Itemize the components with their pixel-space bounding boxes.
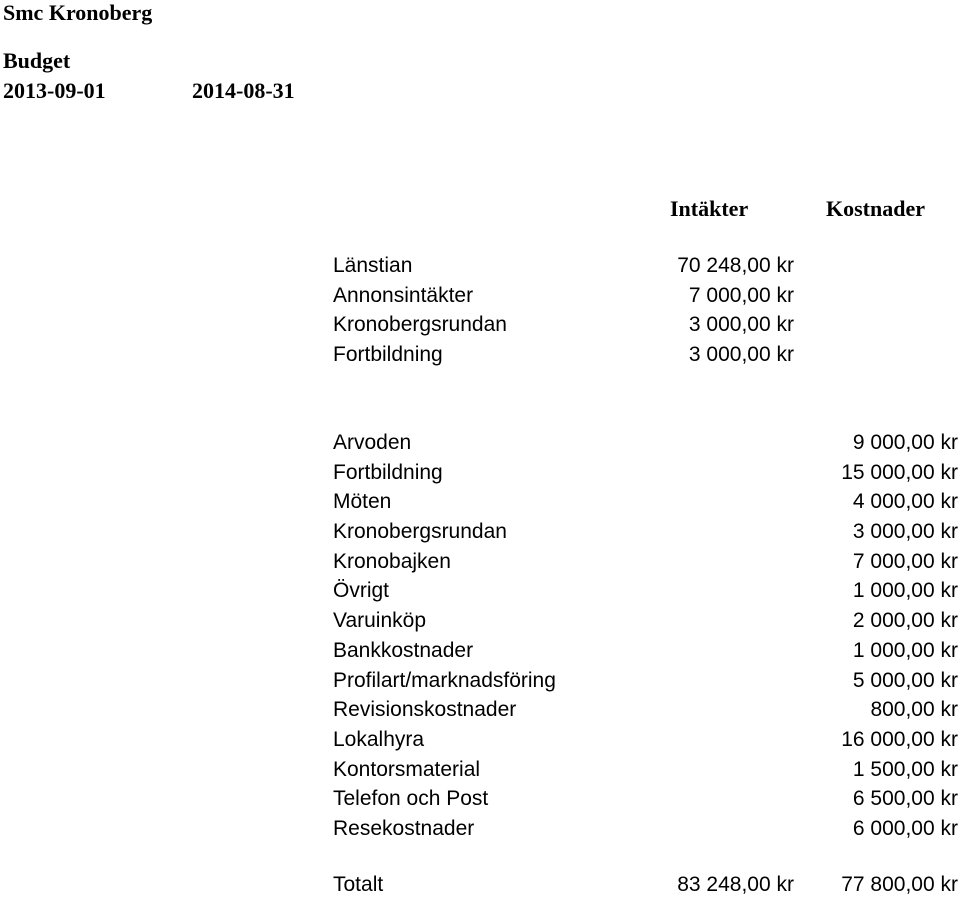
- cost-row: [333, 547, 960, 577]
- cost-row-label: Övrigt: [333, 579, 390, 603]
- income-row: [333, 310, 960, 340]
- income-row: [333, 340, 960, 370]
- cost-row: [333, 428, 960, 458]
- cost-row-amount: 2 000,00 kr: [852, 609, 958, 633]
- cost-row: [333, 458, 960, 488]
- cost-row: [333, 666, 960, 696]
- income-row-amount: 7 000,00 kr: [688, 283, 794, 307]
- cost-row-label: Fortbildning: [333, 460, 443, 484]
- cost-row-amount: 800,00 kr: [870, 698, 958, 722]
- cost-row-amount: 1 000,00 kr: [852, 579, 958, 603]
- cost-row-amount: 6 000,00 kr: [852, 816, 958, 840]
- income-section: [333, 251, 960, 370]
- cost-row: [333, 576, 960, 606]
- income-row-label: Länstian: [333, 254, 413, 277]
- cost-row-amount: 16 000,00 kr: [841, 727, 958, 751]
- cost-row-label: Resekostnader: [333, 816, 475, 840]
- income-column-header: Intäkter: [670, 196, 749, 221]
- cost-row-amount: 15 000,00 kr: [841, 460, 958, 484]
- cost-row-label: Revisionskostnader: [333, 698, 517, 722]
- total-row: [333, 870, 960, 900]
- costs-column-header: Kostnader: [826, 196, 925, 221]
- cost-row-label: Arvoden: [333, 431, 412, 454]
- cost-row-amount: 1 500,00 kr: [852, 757, 958, 781]
- cost-row-amount: 4 000,00 kr: [852, 490, 958, 514]
- cost-row: [333, 695, 960, 725]
- income-row-label: Fortbildning: [333, 343, 443, 367]
- document-title: Budget: [3, 48, 71, 73]
- cost-row-label: Telefon och Post: [333, 787, 489, 811]
- total-income-amount: 83 248,00 kr: [677, 873, 794, 896]
- total-costs-amount: 77 800,00 kr: [841, 873, 958, 896]
- income-row-amount: 3 000,00 kr: [688, 343, 794, 367]
- organization-name: Smc Kronoberg: [3, 0, 153, 25]
- cost-row-label: Bankkostnader: [333, 638, 474, 662]
- period-end-date: 2014-08-31: [192, 78, 295, 103]
- income-row: [333, 281, 960, 311]
- income-row-amount: 70 248,00 kr: [677, 254, 794, 277]
- cost-row-amount: 7 000,00 kr: [852, 549, 958, 573]
- cost-row-label: Kronobajken: [333, 549, 451, 573]
- cost-row-amount: 5 000,00 kr: [852, 668, 958, 692]
- cost-row-label: Möten: [333, 490, 392, 514]
- cost-row: [333, 784, 960, 814]
- cost-row-label: Lokalhyra: [333, 727, 425, 751]
- cost-row: [333, 814, 960, 844]
- cost-row-label: Kronobergsrundan: [333, 520, 507, 544]
- cost-row: [333, 606, 960, 636]
- cost-row-label: Profilart/marknadsföring: [333, 668, 556, 692]
- income-row: [333, 251, 960, 281]
- total-section: [333, 870, 960, 900]
- cost-row-label: Varuinköp: [333, 609, 427, 633]
- cost-row: [333, 755, 960, 785]
- cost-row-amount: 6 500,00 kr: [852, 787, 958, 811]
- income-row-label: Kronobergsrundan: [333, 313, 507, 337]
- income-row-label: Annonsintäkter: [333, 283, 474, 307]
- cost-row-amount: 1 000,00 kr: [852, 638, 958, 662]
- costs-section: [333, 428, 960, 844]
- cost-row: [333, 487, 960, 517]
- total-label: Totalt: [333, 873, 384, 896]
- cost-row-amount: 3 000,00 kr: [852, 520, 958, 544]
- period-start-date: 2013-09-01: [3, 78, 106, 103]
- cost-row: [333, 517, 960, 547]
- cost-row-label: Kontorsmaterial: [333, 757, 481, 781]
- cost-row-amount: 9 000,00 kr: [852, 431, 958, 454]
- income-row-amount: 3 000,00 kr: [688, 313, 794, 337]
- cost-row: [333, 636, 960, 666]
- cost-row: [333, 725, 960, 755]
